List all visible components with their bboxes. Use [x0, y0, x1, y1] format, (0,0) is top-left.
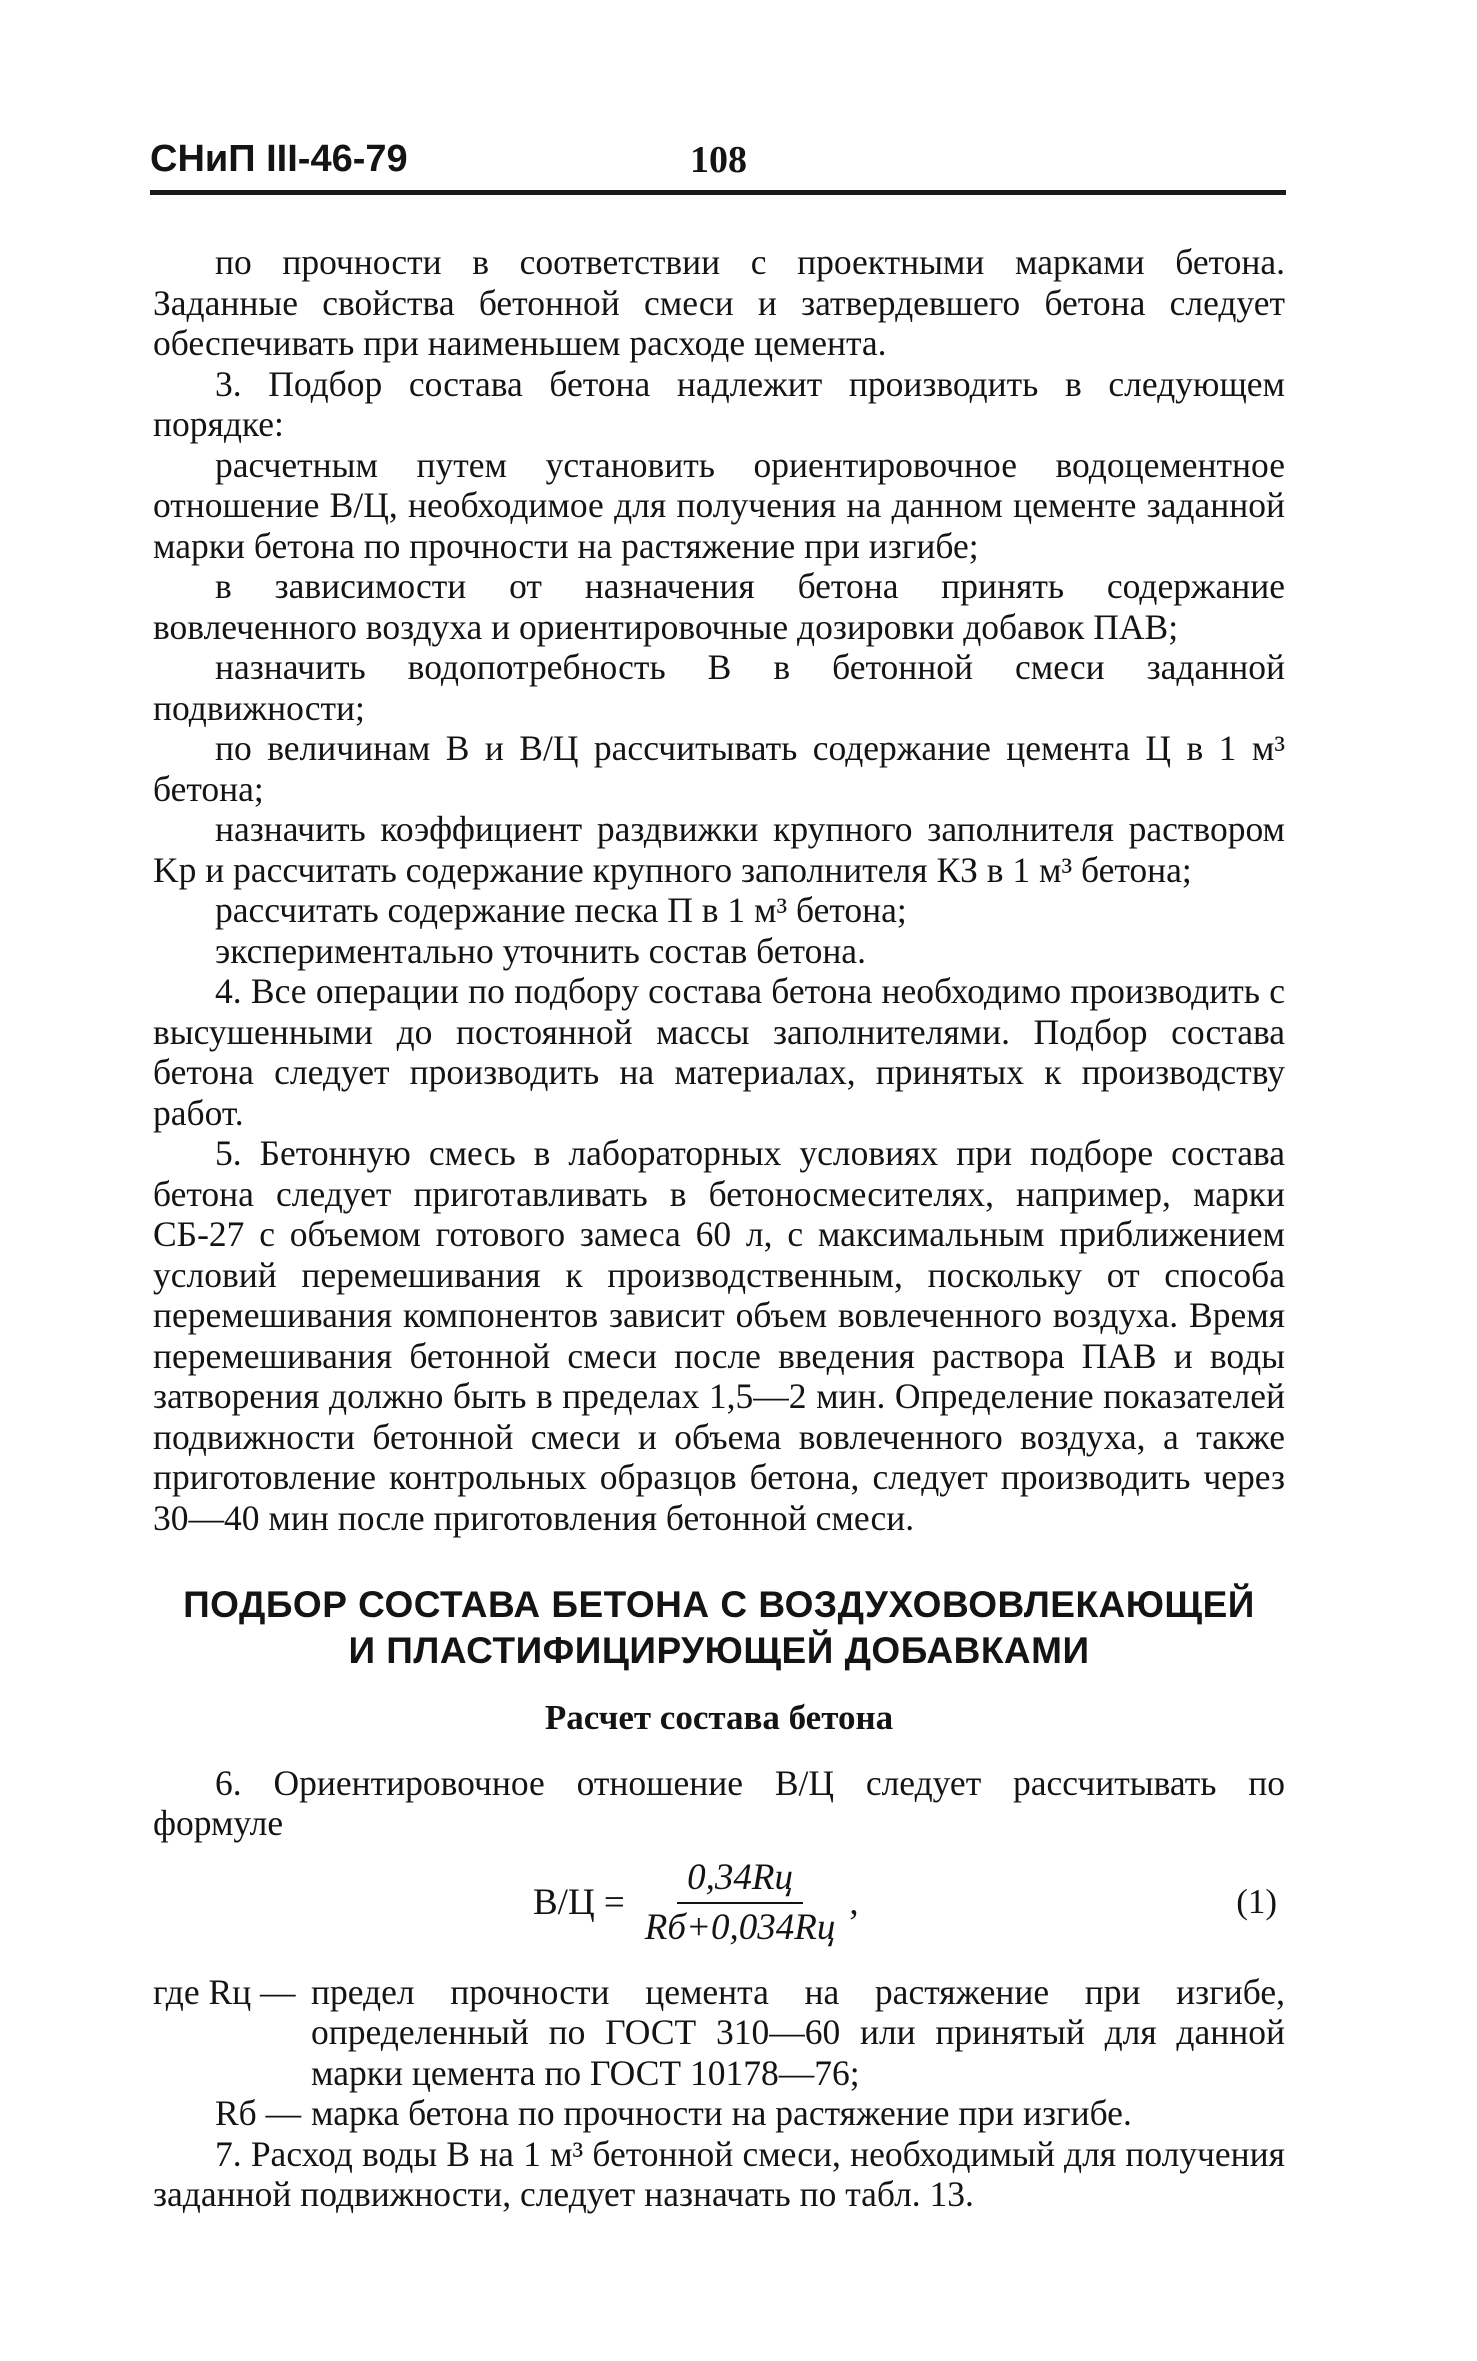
formula-lhs: В/Ц = — [533, 1881, 625, 1923]
subsection-heading: Расчет состава бетона — [544, 1698, 894, 1737]
page-header — [150, 138, 1285, 190]
header-rule — [150, 190, 1286, 195]
list-item: в зависимости от назначения бетона принять содержание вовлеченного воздуха и ориентировочные дозировки добавок ПАВ; — [153, 566, 1285, 647]
paragraph: по прочности в соответствии с проектными марками бетона. Заданные свойства бетонной смеси и затвердевшего бетона следует обеспечивать при наименьшем расходе цемента. — [153, 242, 1285, 363]
formula-numerator: 0,34Rц — [677, 1858, 803, 1905]
paragraph-4: 4. Все операции по подбору состава бетона необходимо производить с высушенными до постоянной массы заполнителями. Подбор состава бетона следует производить на материалах, принятых к производству работ. — [153, 971, 1285, 1133]
formula-definitions — [153, 1972, 1285, 2134]
section-heading — [153, 1582, 1285, 1674]
list-item: по величинам В и В/Ц рассчитывать содержание цемента Ц в 1 м³ бетона; — [153, 728, 1285, 809]
page-body — [153, 242, 1285, 2215]
paragraph-3: 3. Подбор состава бетона надлежит производить в следующем порядке: — [153, 363, 1285, 444]
definition-text: марка бетона по прочности на растяжение при изгибе. — [311, 2093, 1132, 2133]
formula-denominator: Rб+0,034Rц — [644, 1907, 836, 1948]
section-heading-line-2: И ПЛАСТИФИЦИРУЮЩЕЙ ДОБАВКАМИ — [348, 1630, 1090, 1671]
paragraph-6: 6. Ориентировочное отношение В/Ц следует рассчитывать по формуле — [153, 1762, 1285, 1843]
page-number: 108 — [690, 139, 747, 181]
equation-number: (1) — [1236, 1881, 1277, 1921]
formula-fraction — [635, 1858, 846, 1949]
list-item: экспериментально уточнить состав бетона. — [215, 930, 866, 971]
list-item: назначить коэффициент раздвижки крупного заполнителя раствором Kр и рассчитать содержание крупного заполнителя КЗ в 1 м³ бетона; — [153, 809, 1285, 890]
paragraph-7: 7. Расход воды В на 1 м³ бетонной смеси, необходимый для получения заданной подвижности, следует назначать по табл. 13. — [153, 2133, 1285, 2214]
document-code: СНиП III-46-79 — [150, 138, 408, 180]
definition-term: Rб — — [215, 2093, 302, 2133]
section-heading-line-1: ПОДБОР СОСТАВА БЕТОНА С ВОЗДУХОВОВЛЕКАЮЩЕЙ — [183, 1584, 1255, 1625]
definition-term: где Rц — — [153, 1971, 296, 2012]
definition-item — [153, 2093, 1285, 2134]
formula-comma: , — [849, 1881, 859, 1923]
list-item: назначить водопотребность В в бетонной смеси заданной подвижности; — [153, 647, 1285, 728]
formula — [533, 1858, 859, 1949]
definition-item — [153, 1972, 1285, 2094]
paragraph-5: 5. Бетонную смесь в лабораторных условиях при подборе состава бетона следует приготавливать в бетоносмесителях, например, марки СБ-27 с объемом готового замеса 60 л, с максимальным приближением условий перемешивания к производственным, поскольку от способа перемешивания компонентов зависит объем вовлеченного воздуха. Время перемешивания бетонной смеси после введения раствора ПАВ и воды затворения должно быть в пределах 1,5—2 мин. Определение показателей подвижности бетонной смеси и объема вовлеченного воздуха, а также приготовление контрольных образцов бетона, следует производить через 30—40 мин после приготовления бетонной смеси. — [153, 1133, 1285, 1538]
definition-text: предел прочности цемента на растяжение при изгибе, определенный по ГОСТ 310—60 или принятый для данной марки цемента по ГОСТ 10178—76; — [311, 1971, 1285, 2093]
list-item: расчетным путем установить ориентировочное водоцементное отношение В/Ц, необходимое для получения на данном цементе заданной марки бетона по прочности на растяжение при изгибе; — [153, 444, 1285, 566]
list-item: рассчитать содержание песка П в 1 м³ бетона; — [215, 890, 907, 930]
formula-block — [153, 1848, 1285, 1966]
